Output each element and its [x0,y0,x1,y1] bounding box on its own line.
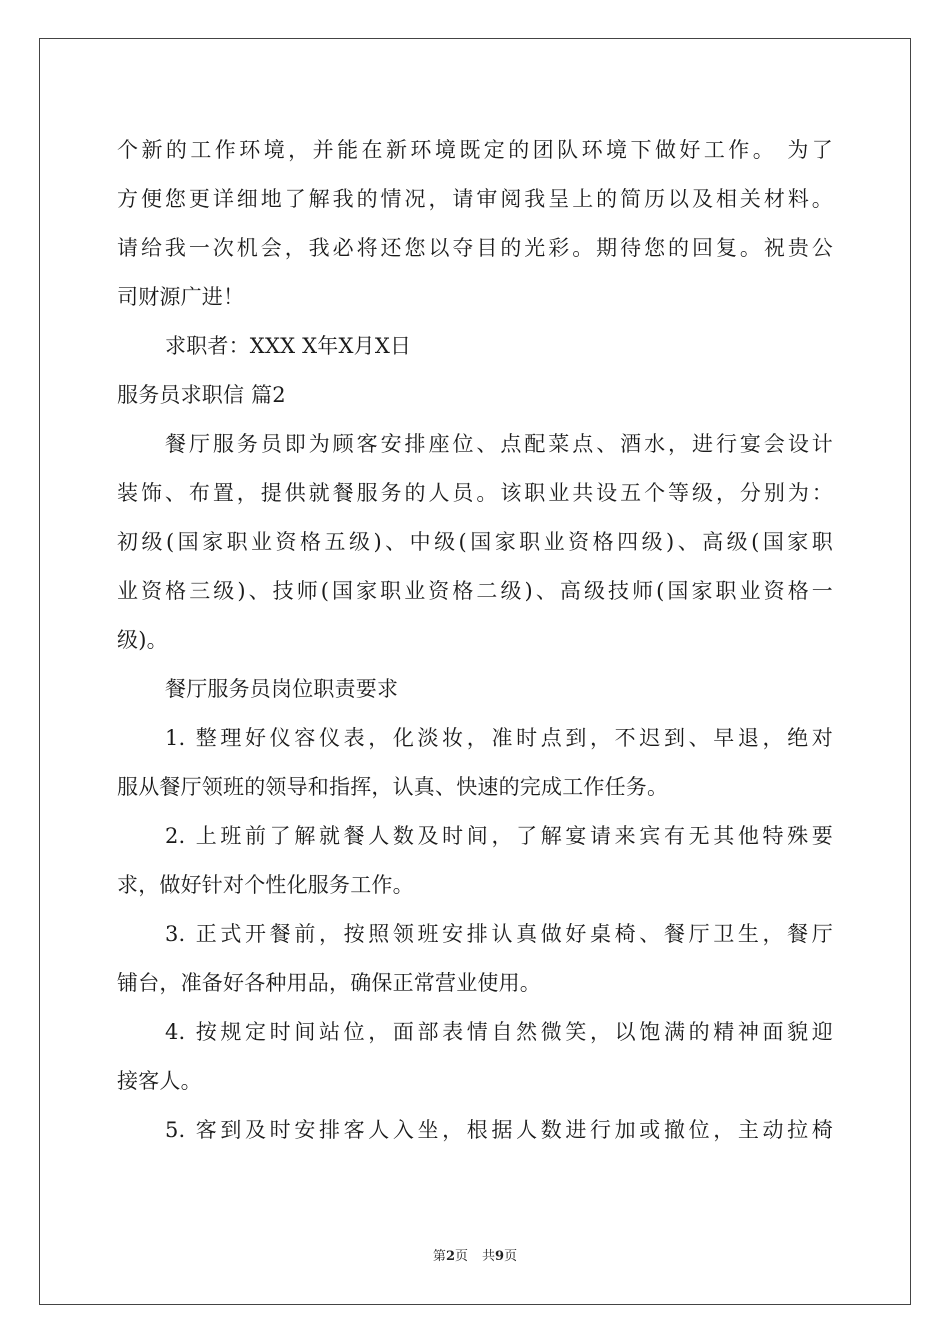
total-page-count: 9 [495,1249,505,1264]
paragraph-line: 业资格三级)、技师(国家职业资格二级)、高级技师(国家职业资格一 [117,579,833,603]
page-footer [0,1248,950,1266]
page-suffix: 页 [454,1249,468,1264]
list-item-line: 接客人。 [117,1069,202,1093]
paragraph-line: 请给我一次机会，我必将还您以夺目的光彩。期待您的回复。祝贵公 [117,236,833,260]
paragraph-line: 装饰、布置，提供就餐服务的人员。该职业共设五个等级，分别为： [117,481,833,505]
current-page-number: 2 [445,1249,455,1264]
list-item-line: 5. 客到及时安排客人入坐，根据人数进行加或撤位，主动拉椅 [165,1118,833,1142]
paragraph-line: 个新的工作环境，并能在新环境既定的团队环境下做好工作。 为了 [117,138,833,162]
subheading: 餐厅服务员岗位职责要求 [165,677,399,701]
total-suffix: 页 [504,1249,518,1264]
paragraph-line: 级)。 [117,628,168,652]
document-body [117,126,833,1155]
list-item-line: 铺台，准备好各种用品，确保正常营业使用。 [117,971,541,995]
list-item-line: 1. 整理好仪容仪表，化淡妆，准时点到，不迟到、早退，绝对 [165,726,833,750]
page-prefix: 第 [432,1249,446,1264]
paragraph-line: 司财源广进！ [117,285,245,309]
list-item-line: 3. 正式开餐前，按照领班安排认真做好桌椅、餐厅卫生，餐厅 [165,922,833,946]
signature-line: 求职者：XXX X年X月X日 [165,334,412,358]
paragraph-line: 方便您更详细地了解我的情况，请审阅我呈上的简历以及相关材料。 [117,187,833,211]
section-heading: 服务员求职信 篇2 [117,383,286,407]
total-prefix: 共 [482,1249,496,1264]
paragraph-line: 初级(国家职业资格五级)、中级(国家职业资格四级)、高级(国家职 [117,530,833,554]
list-item-line: 2. 上班前了解就餐人数及时间，了解宴请来宾有无其他特殊要 [165,824,833,848]
paragraph-line: 餐厅服务员即为顾客安排座位、点配菜点、酒水，进行宴会设计 [165,432,833,456]
list-item-line: 求，做好针对个性化服务工作。 [117,873,414,897]
list-item-line: 服从餐厅领班的领导和指挥，认真、快速的完成工作任务。 [117,775,669,799]
list-item-line: 4. 按规定时间站位，面部表情自然微笑，以饱满的精神面貌迎 [165,1020,833,1044]
